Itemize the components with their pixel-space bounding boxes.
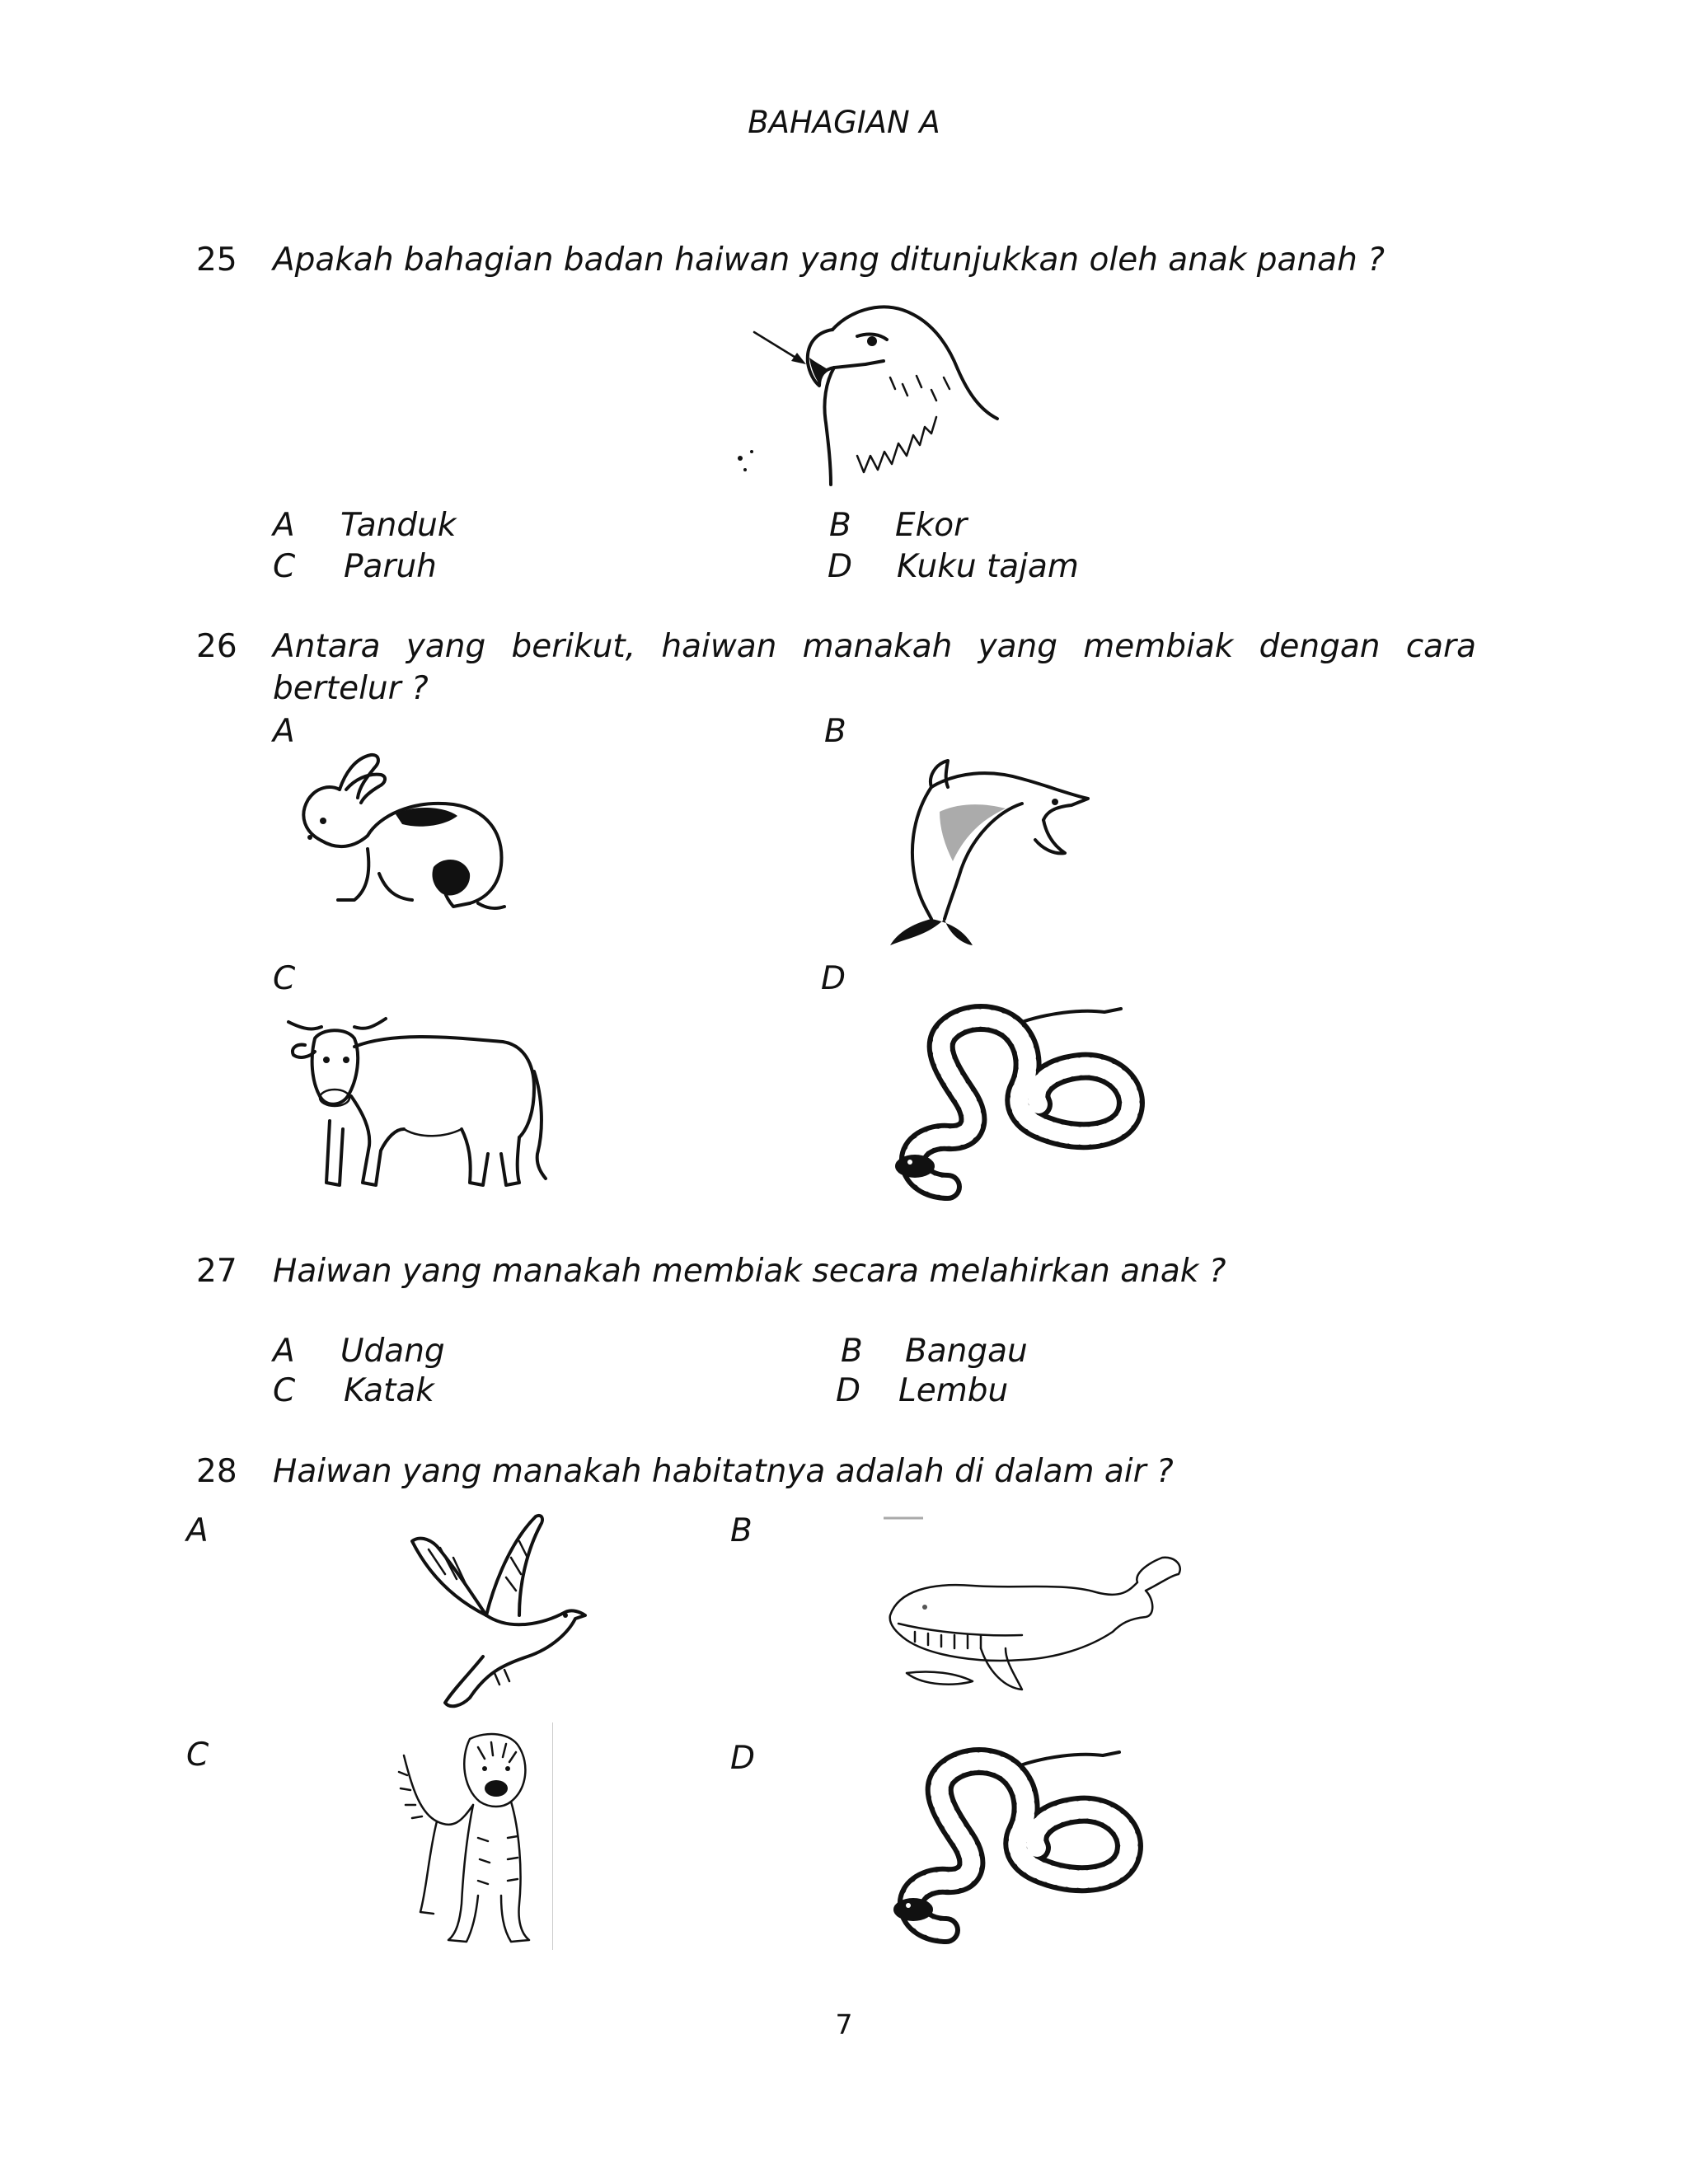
q25-option-b-text[interactable]: Ekor [895, 507, 968, 544]
q28-option-a-letter[interactable]: A [186, 1512, 209, 1549]
q27-option-b-text[interactable]: Bangau [905, 1333, 1028, 1370]
question-27-number: 27 [196, 1253, 237, 1290]
q25-option-d-letter[interactable]: D [828, 548, 853, 585]
q26-option-d-letter[interactable]: D [821, 960, 846, 997]
q27-option-b-letter[interactable]: B [841, 1333, 863, 1370]
q28-option-d-letter[interactable]: D [730, 1740, 756, 1777]
q25-option-b-letter[interactable]: B [829, 507, 851, 544]
tiger-icon[interactable] [387, 1722, 560, 1953]
dolphin-icon[interactable] [882, 754, 1113, 952]
whale-icon[interactable] [882, 1549, 1187, 1698]
snake-icon[interactable] [880, 1741, 1160, 1947]
question-27-text: Haiwan yang manakah membiak secara melahirkan anak ? [273, 1253, 1226, 1290]
section-title: BAHAGIAN A [748, 105, 940, 140]
q27-option-c-text[interactable]: Katak [344, 1372, 434, 1409]
question-26-number: 26 [196, 628, 237, 665]
question-26-text-line2: bertelur ? [273, 670, 429, 707]
question-25-text: Apakah bahagian badan haiwan yang ditunjukkan oleh anak panah ? [273, 241, 1385, 279]
page-number: 7 [835, 2008, 853, 2041]
snake-icon[interactable] [882, 997, 1162, 1203]
q28-option-b-letter[interactable]: B [730, 1512, 753, 1549]
bird-icon[interactable] [404, 1508, 593, 1714]
q25-option-a-letter[interactable]: A [273, 507, 295, 544]
q25-option-c-letter[interactable]: C [273, 548, 296, 585]
eagle-head-with-arrow-icon [734, 287, 1014, 493]
q26-option-c-letter[interactable]: C [273, 960, 296, 997]
q27-option-a-text[interactable]: Udang [340, 1333, 445, 1370]
rabbit-icon[interactable] [288, 750, 519, 931]
question-28-number: 28 [196, 1453, 237, 1490]
q27-option-a-letter[interactable]: A [273, 1333, 295, 1370]
q25-option-c-text[interactable]: Paruh [344, 548, 437, 585]
q27-option-d-text[interactable]: Lembu [898, 1372, 1009, 1409]
q27-option-d-letter[interactable]: D [836, 1372, 861, 1409]
q25-option-a-text[interactable]: Tanduk [340, 507, 457, 544]
q26-option-b-letter[interactable]: B [824, 713, 846, 750]
question-28-text: Haiwan yang manakah habitatnya adalah di dalam air ? [273, 1453, 1174, 1490]
q27-option-c-letter[interactable]: C [273, 1372, 296, 1409]
q25-option-d-text[interactable]: Kuku tajam [897, 548, 1079, 585]
q28-option-c-letter[interactable]: C [186, 1736, 209, 1774]
question-25-number: 25 [196, 241, 237, 279]
q26-option-a-letter[interactable]: A [273, 713, 295, 750]
cow-icon[interactable] [272, 1005, 552, 1203]
question-26-text-line1: Antara yang berikut, haiwan manakah yang membiak dengan cara [273, 628, 1476, 665]
